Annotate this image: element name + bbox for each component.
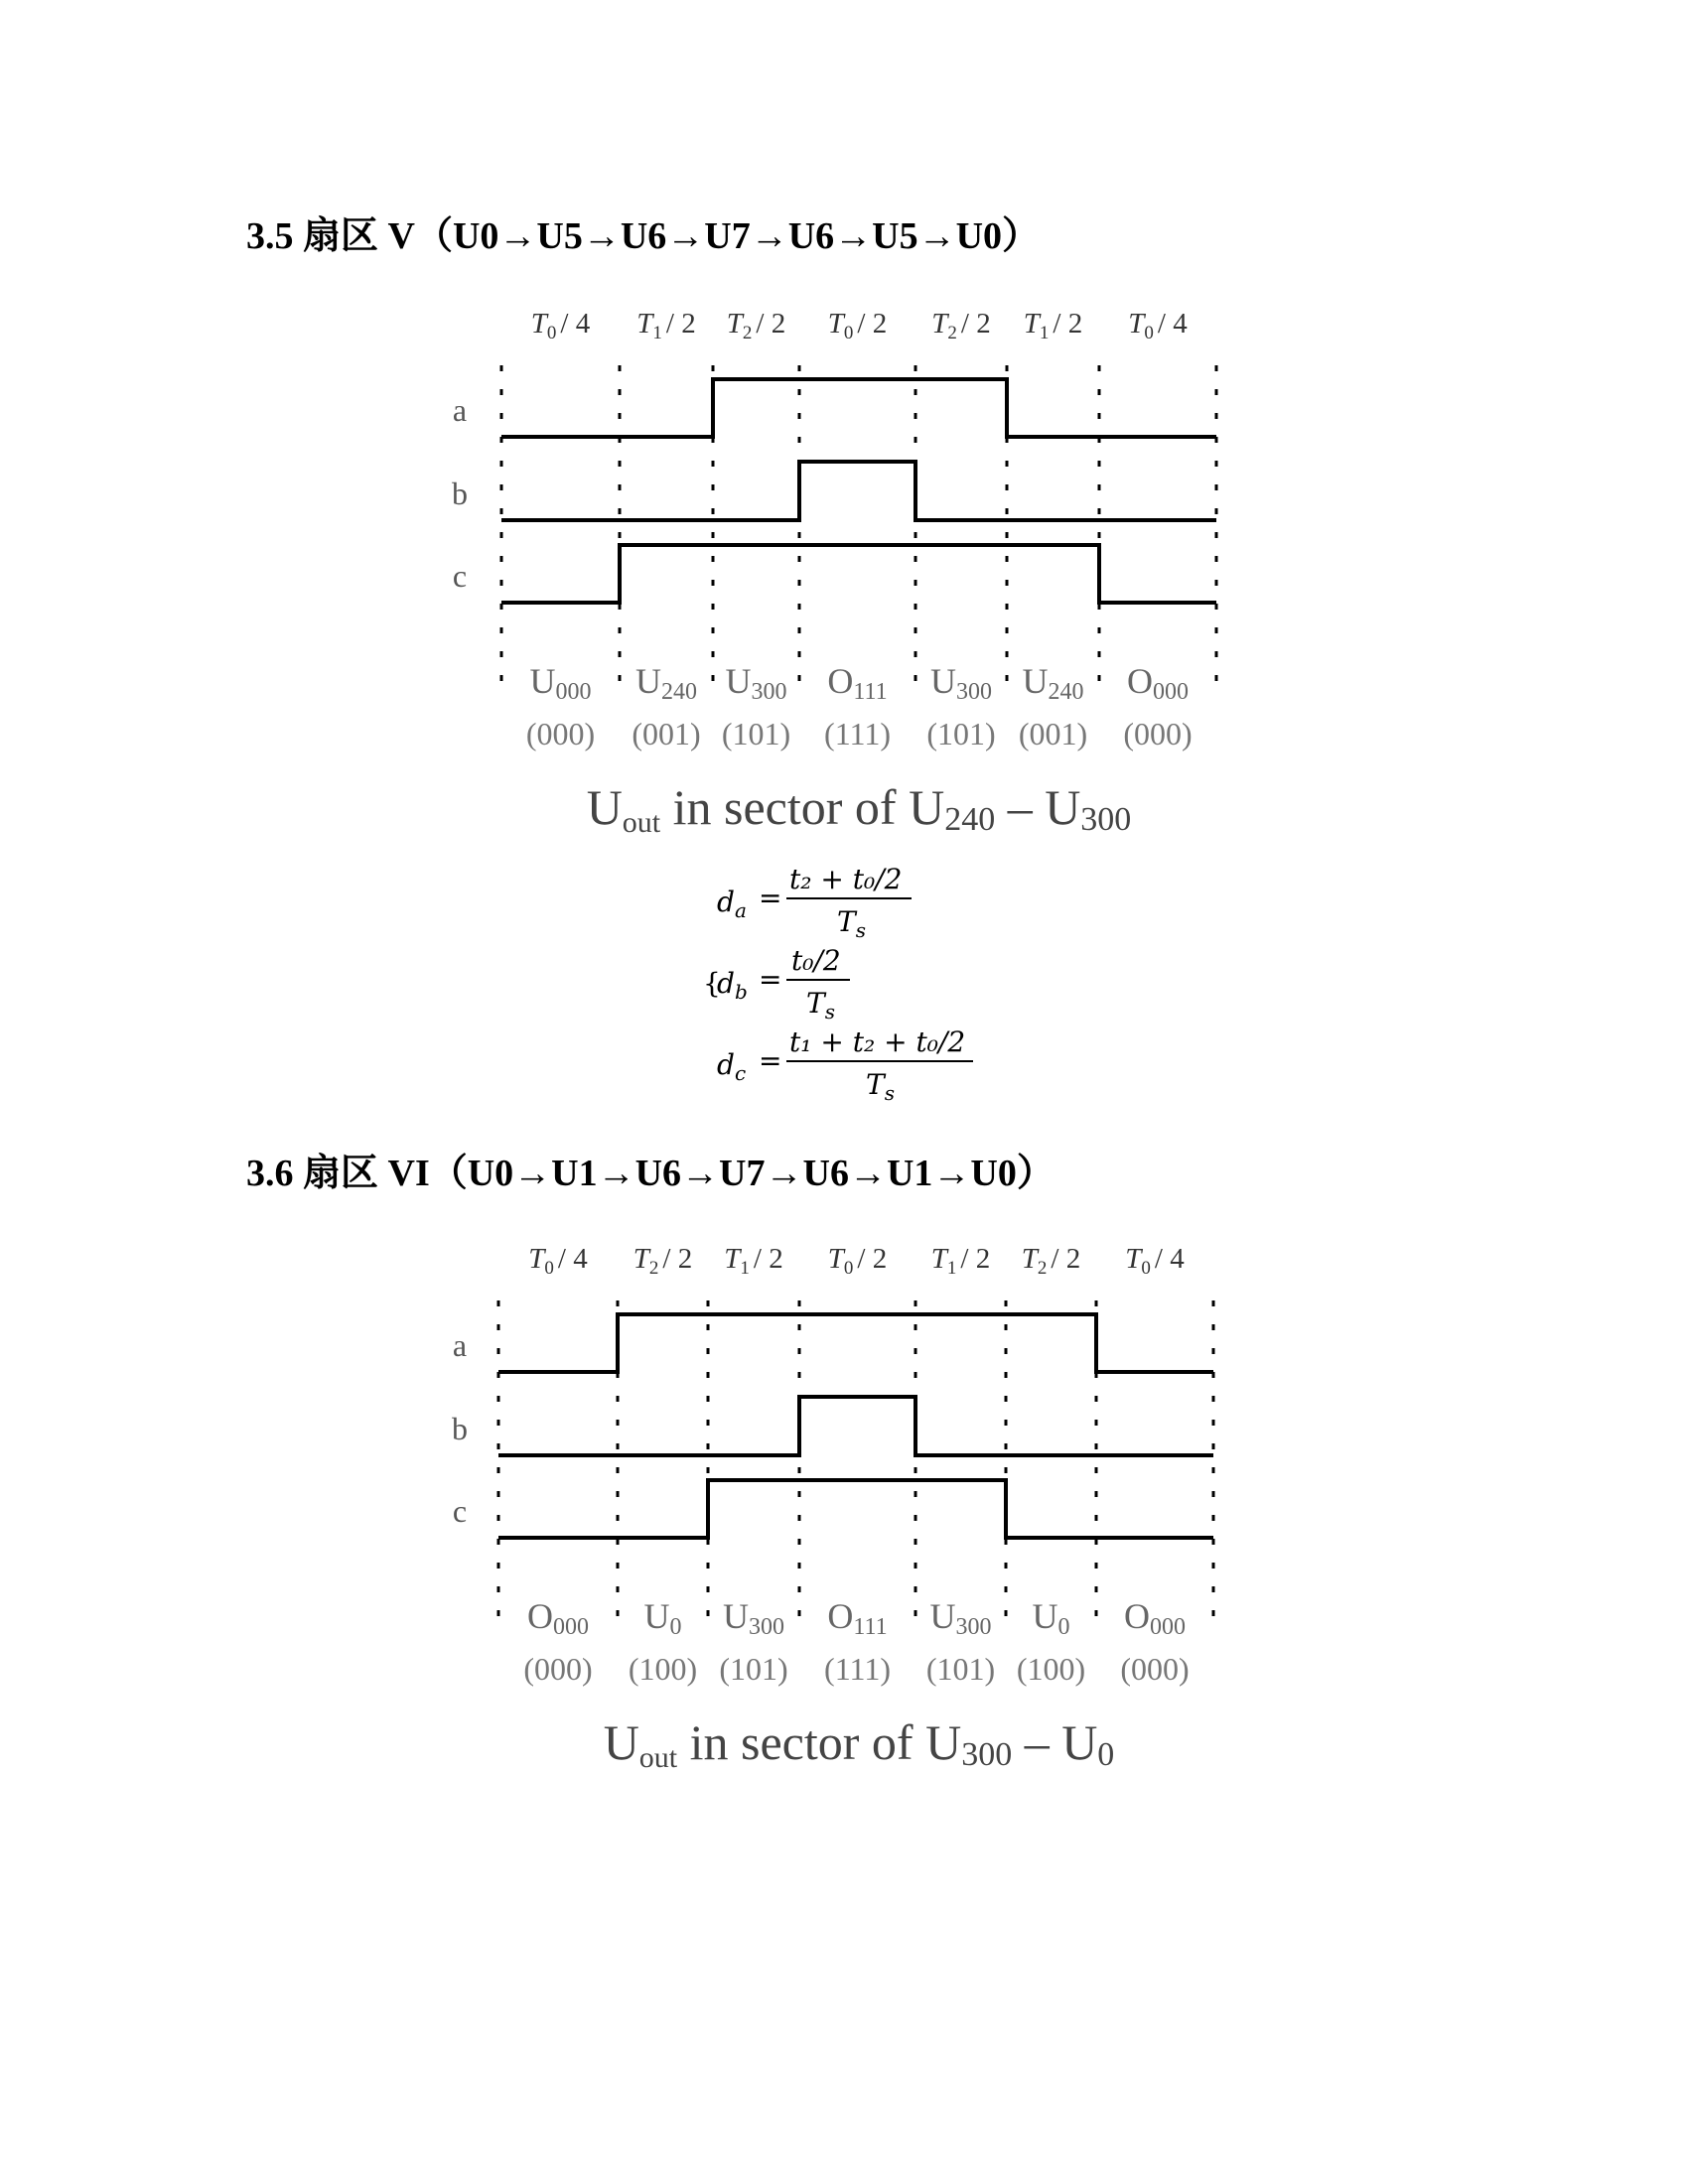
switching-code: (000) [1120,1651,1190,1687]
vector-symbol: U [929,1596,956,1636]
vector-subscript: 000 [555,679,592,705]
signal-label-b: b [452,1411,468,1446]
duration-sub: 0 [544,1258,554,1279]
sector-v-timing-diagram [0,288,1688,884]
duration-label [633,1243,692,1279]
duration-sub: 2 [1037,1258,1048,1279]
svg-text:Ts [806,987,835,1024]
da-numerator: t₂ + t₀/2 [789,863,903,895]
duration-label [828,1243,887,1279]
vector-symbol: O [1127,661,1153,701]
vector-label [723,1596,784,1640]
vector-symbol: U [725,661,752,701]
svg-text:Ts [837,905,866,942]
vector-label [930,1596,992,1640]
switching-code: (100) [1016,1651,1086,1687]
vector-symbol: U [1022,661,1049,701]
equation-db [717,944,850,1024]
duration-sub: 0 [1141,1258,1151,1279]
vector-subscript: 111 [853,1614,888,1640]
vector-subscript: 300 [749,1614,784,1640]
db-lhs: d [717,967,735,1000]
duration-label [724,1243,782,1279]
duration-sub: 1 [652,323,662,343]
db-den-sub: s [824,1000,835,1024]
dc-lhs-sub: c [734,1061,747,1085]
duration-T: T [827,1243,844,1275]
vector-symbol: U [635,661,661,701]
caption-sub1: 300 [961,1736,1013,1773]
equation-dc [717,1025,973,1105]
duration-T: T [724,1243,741,1275]
duration-den: / 2 [1053,308,1083,340]
switching-code: (000) [523,1651,593,1687]
da-equals: = [759,882,782,914]
vector-label [726,661,787,705]
vector-subscript: 300 [955,1614,992,1640]
duration-sub: 2 [742,323,753,343]
duration-sub: 2 [947,323,957,343]
svg-text:da [717,886,747,922]
switching-code: (101) [926,716,996,751]
db-den: T [806,987,825,1020]
da-den: T [837,905,856,938]
vector-label [1023,661,1084,705]
vector-subscript: 000 [1150,1614,1186,1640]
duration-label [1128,308,1188,343]
equation-da [717,863,912,942]
signal-waveform-b [498,1397,1213,1455]
signal-label-a: a [452,1327,468,1363]
da-den-sub: s [855,918,866,942]
vector-subscript: 240 [1048,679,1084,705]
duration-den: / 2 [665,308,696,340]
caption-sub2: 300 [1080,801,1132,838]
vector-symbol: U [930,661,956,701]
svg-text:db [717,967,748,1004]
duration-T: T [827,308,844,340]
caption-main-sub: out [622,806,661,839]
vector-label [635,661,697,705]
db-numerator: t₀/2 [791,944,841,977]
duration-den: / 4 [557,1243,588,1275]
vector-label [827,661,887,705]
caption-sub2: 0 [1097,1736,1115,1773]
diagram-caption [587,779,1132,839]
switching-code: (111) [824,1651,891,1687]
vector-subscript: 0 [1057,1614,1070,1640]
vector-subscript: 300 [956,679,992,705]
duration-sub: 0 [843,1258,854,1279]
duration-T: T [633,1243,649,1275]
signal-waveform-c [498,1480,1213,1538]
duration-T: T [930,1243,947,1275]
vector-symbol: O [827,661,854,701]
vector-label [644,1596,682,1640]
duty-cycle-equations [0,862,1688,1120]
duration-label [1024,308,1082,343]
duration-sub: 1 [1039,323,1050,343]
signal-label-a: a [452,392,468,428]
dc-den-sub: s [884,1081,895,1105]
db-equals: = [759,963,782,996]
switching-code: (100) [628,1651,698,1687]
vector-symbol: U [529,661,556,701]
duration-den: / 2 [756,308,786,340]
section-3-5-heading: 3.5 扇区 V（U0→U5→U6→U7→U6→U5→U0） [246,215,1041,257]
caption-dash: – U [1012,1714,1098,1770]
dc-equals: = [759,1044,782,1077]
duration-label [1125,1243,1185,1279]
caption-dash: – U [995,779,1081,835]
vector-symbol: U [723,1596,749,1636]
dc-den: T [866,1068,885,1101]
caption-mid: in sector of U [660,779,945,835]
duration-den: / 2 [662,1243,693,1275]
vector-subscript: 240 [661,679,697,705]
duration-label [1022,1243,1080,1279]
duration-label [531,308,591,343]
switching-code: (101) [719,1651,788,1687]
duration-label [931,308,990,343]
vector-label [1124,1596,1186,1640]
duration-label [931,1243,990,1279]
signal-waveform-b [501,462,1216,520]
switching-code: (000) [1123,716,1193,751]
signal-label-b: b [452,476,468,511]
caption-sub1: 240 [944,801,996,838]
dc-numerator: t₁ + t₂ + t₀/2 [789,1025,966,1058]
duration-den: / 2 [1051,1243,1081,1275]
duration-T: T [1125,1243,1142,1275]
duration-T: T [726,308,743,340]
duration-sub: 1 [740,1258,750,1279]
signal-waveform-c [501,545,1216,603]
db-lhs-sub: b [734,980,748,1004]
sector-vi-timing-diagram [0,1223,1688,1819]
switching-code: (101) [721,716,791,751]
duration-T: T [931,308,948,340]
vector-subscript: 300 [751,679,787,705]
vector-subscript: 000 [553,1614,589,1640]
vector-symbol: O [527,1596,553,1636]
vector-label [1033,1596,1070,1640]
switching-code: (001) [632,716,701,751]
signal-waveform-a [501,379,1216,437]
vector-label [1127,661,1189,705]
duration-T: T [1021,1243,1038,1275]
caption-main: U [603,1714,639,1770]
caption-mid: in sector of U [677,1714,962,1770]
duration-den: / 4 [1154,1243,1185,1275]
vector-subscript: 000 [1153,679,1189,705]
signal-label-c: c [452,558,468,594]
duration-label [528,1243,588,1279]
duration-den: / 4 [560,308,591,340]
vector-label [827,1596,887,1640]
duration-den: / 2 [960,1243,991,1275]
duration-label [727,308,785,343]
section-3-6-heading: 3.6 扇区 VI（U0→U1→U6→U7→U6→U1→U0） [246,1153,1055,1194]
switching-code: (001) [1018,716,1088,751]
duration-sub: 0 [546,323,557,343]
duration-T: T [1128,308,1145,340]
duration-label [636,308,695,343]
duration-T: T [1023,308,1040,340]
da-lhs: d [717,886,735,918]
duration-sub: 0 [843,323,854,343]
duration-den: / 2 [753,1243,783,1275]
duration-den: / 2 [857,308,888,340]
switching-code: (000) [525,716,596,751]
duration-den: / 2 [857,1243,888,1275]
vector-symbol: U [1032,1596,1058,1636]
duration-den: / 4 [1157,308,1188,340]
dc-lhs: d [717,1048,735,1081]
duration-T: T [636,308,653,340]
caption-main: U [586,779,623,835]
duration-label [828,308,887,343]
vector-subscript: 111 [853,679,888,705]
duration-sub: 1 [946,1258,957,1279]
equation-brace: { [703,967,721,1000]
switching-code: (111) [824,716,891,751]
vector-symbol: O [827,1596,854,1636]
duration-T: T [530,308,547,340]
svg-text:dc [717,1048,746,1085]
signal-waveform-a [498,1314,1213,1372]
duration-T: T [528,1243,545,1275]
vector-symbol: O [1124,1596,1150,1636]
caption-main-sub: out [638,1741,678,1774]
signal-label-c: c [452,1493,468,1529]
da-lhs-sub: a [734,898,747,922]
vector-label [527,1596,589,1640]
svg-text:Ts [866,1068,895,1105]
vector-subscript: 0 [669,1614,682,1640]
switching-code: (101) [925,1651,996,1687]
vector-symbol: U [643,1596,670,1636]
vector-label [930,661,992,705]
duration-sub: 0 [1144,323,1154,343]
diagram-caption [604,1714,1115,1774]
duration-sub: 2 [648,1258,659,1279]
vector-label [530,661,592,705]
duration-den: / 2 [960,308,991,340]
